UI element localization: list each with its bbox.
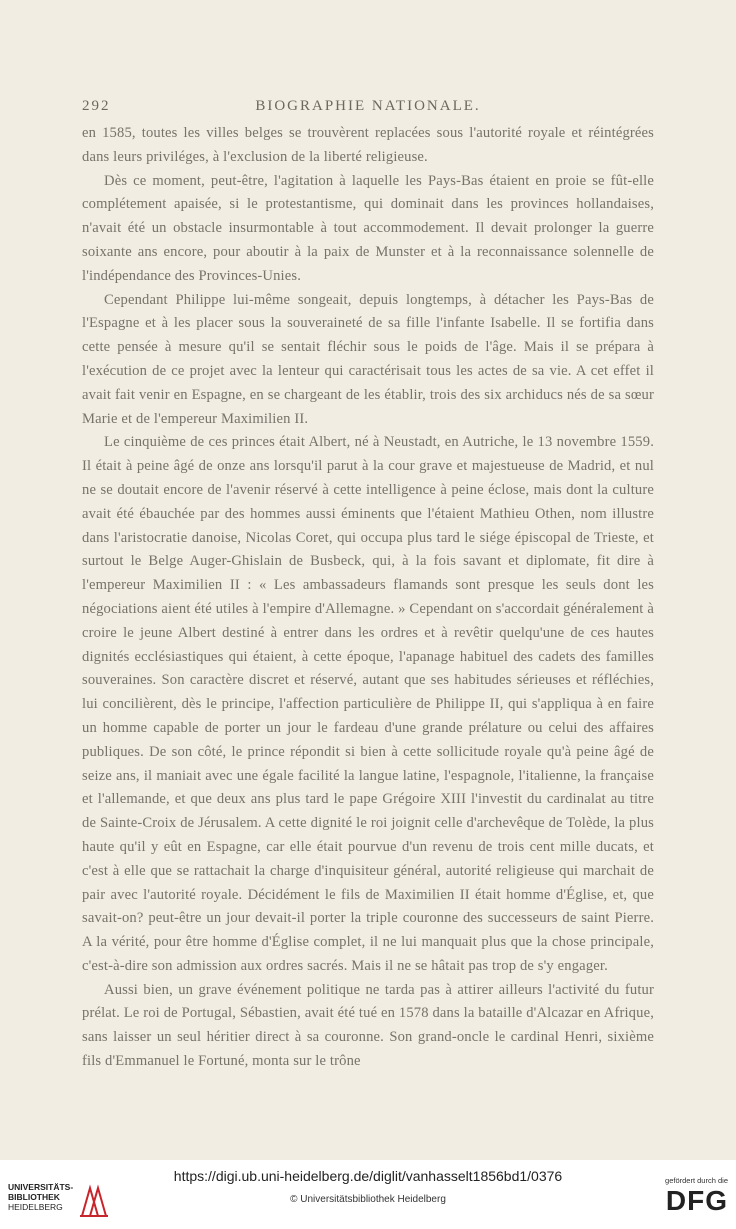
permalink-url[interactable]: https://digi.ub.uni-heidelberg.de/diglit/vanhasselt1856bd1/0376 [173, 1168, 563, 1184]
funding-caption: gefördert durch die [665, 1176, 728, 1185]
page-number: 292 [82, 98, 111, 114]
running-title: BIOGRAPHIE NATIONALE. [255, 98, 481, 114]
paragraph-2: Dès ce moment, peut-être, l'agitation à laquelle les Pays-Bas étaient en proie se fût-elle complétement apaisée, si le protestantisme, qui dominait dans les provinces hollandaises, n'avait été un obstacle insurmontable à tout accommodement. Il devait prolonger la guerre soixante ans encore, pour aboutir à la paix de Munster et à la reconnaissance solennelle de l'indépendance des Provinces-Unies. [82, 172, 654, 284]
copyright-notice: © Universitätsbibliothek Heidelberg [290, 1194, 446, 1205]
paragraph-1: en 1585, toutes les villes belges se trouvèrent replacées sous l'autorité royale et réintégrées dans leurs priviléges, à l'exclusion de la liberté religieuse. [82, 125, 654, 165]
library-name-line-2: BIBLIOTHEK [8, 1192, 60, 1202]
viewer-footer [0, 1160, 736, 1229]
paragraph-3: Cependant Philippe lui-même songeait, depuis longtemps, à détacher les Pays-Bas de l'Espagne et à les placer sous la souveraineté de sa fille l'infante Isabelle. Il se fortifia dans cette pensée à mesure qu'il se sentait fléchir sous le poids de l'âge. Mais il se prépara à l'exécution de ce projet avec la lenteur qui caractérisait tous les actes de sa vie. A cet effet il avait fait venir en Espagne, en se chargeant de les établir, trois des six archiducs nés de sa sœur Marie et de l'empereur Maximilien II. [82, 291, 654, 427]
library-name-line-1: UNIVERSITÄTS- [8, 1182, 74, 1192]
page-header [82, 98, 654, 120]
library-name-line-3: HEIDELBERG [8, 1202, 63, 1212]
paragraph-5: Aussi bien, un grave événement politique ne tarda pas à attirer ailleurs l'activité du futur prélat. Le roi de Portugal, Sébastien, avait été tué en 1578 dans la bataille d'Alcazar en Afrique, sans laisser un seul héritier direct à sa couronne. Son grand-oncle le cardinal Henri, sixième fils d'Emmanuel le Fortuné, monta sur le trône [82, 981, 654, 1070]
funder-block [648, 1176, 728, 1215]
body-text [82, 122, 654, 1074]
paragraph-4: Le cinquième de ces princes était Albert, né à Neustadt, en Autriche, le 13 novembre 1559. Il était à peine âgé de onze ans lorsqu'il parut à la cour grave et majestueuse de Madrid, et nul ne se doutait encore de l'avenir réservé à cette intelligence à peine éclose, mais dont la culture avait été ébauchée par des hommes aussi éminents que l'étaient Mathieu Othen, nom illustre dans l'aristocratie danoise, Nicolas Coret, qui occupa plus tard le siége épiscopal de Trieste, et surtout le Belge Auger-Ghislain de Busbeck, qui, à la fois savant et diplomate, fit dire à l'empereur Maximilien II : « Les ambassadeurs flamands sont presque les seuls dont les négociations aient été utiles à l'empire d'Allemagne. » Cependant on s'accordait généralement à croire le jeune Albert destiné à entrer dans les ordres et à revêtir quelqu'une de ces hautes dignités ecclésiastiques qui étaient, à cette époque, l'apanage habituel des cadets des familles souveraines. Son caractère discret et réservé, autant que ses habitudes sérieuses et réfléchies, lui concilièrent, dès le principe, l'affection particulière de Philippe II, qui s'appliqua à en faire un homme capable de porter un jour le fardeau d'une grande prélature ou celui des affaires publiques. De son côté, le prince répondit si bien à cette sollicitude royale qu'à peine âgé de seize ans, il maniait avec une égale facilité la langue latine, l'espagnole, l'italienne, la française et l'allemande, et que deux ans plus tard le pape Grégoire XIII l'investit du cardinalat au titre de Sainte-Croix de Jérusalem. A cette dignité le roi joignit celle d'archevêque de Tolède, la plus haute qu'il y eût en Espagne, car elle était pourvue d'un revenu de trois cent mille ducats, et c'est à elle que se rattachait la charge d'inquisiteur général, autorité religieuse qui marchait de pair avec l'autorité royale. Décidément le fils de Maximilien II était homme d'Église, et, que savait-on? peut-être un jour devait-il porter la triple couronne des successeurs de saint Pierre. A la vérité, pour être homme d'Église complet, il ne lui manquait plus que la chose principale, c'est-à-dire son admission aux ordres sacrés. Mais il ne se hâtait pas trop de s'y engager. [82, 434, 654, 974]
dfg-logo[interactable]: DFG [665, 1185, 728, 1216]
